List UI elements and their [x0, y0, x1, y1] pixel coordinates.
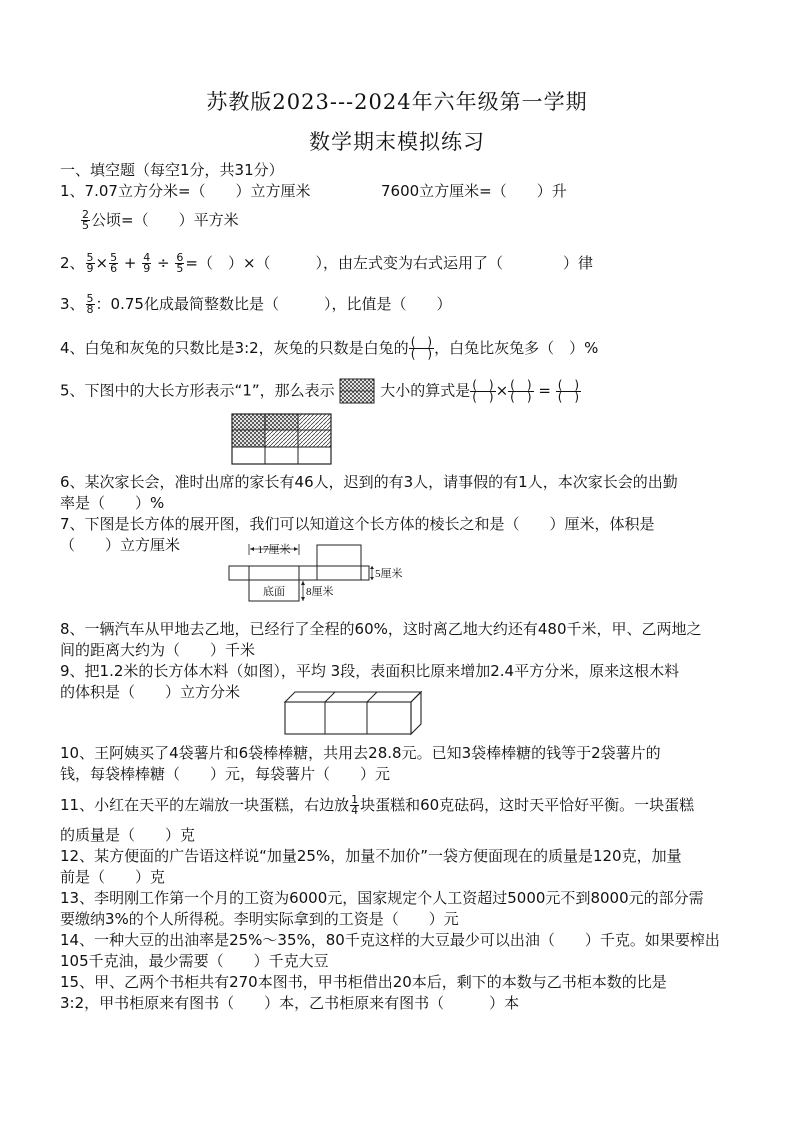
label-5cm: 5厘米 [375, 568, 403, 580]
rectangle-grid-figure [231, 413, 333, 465]
question-13-line1: 13、李明刚工作第一个月的工资为6000元，国家规定个人工资超过5000元不到8000元的部分需 [60, 889, 704, 907]
question-7-line2: （ ）立方厘米 [60, 536, 181, 554]
question-1c: $\frac{2}{5}$ 公顷=（ ）平方米 [82, 208, 239, 232]
hatched-part-icon [339, 378, 375, 404]
question-1b: 7600立方厘米=（ ）升 [381, 182, 567, 200]
question-14-line2: 105千克油，最少需要（ ）千克大豆 [60, 952, 329, 970]
question-3: 3、 $\frac{5}{8}$ ：0.75化成最简整数比是（ ），比值是（ ） [60, 292, 452, 316]
question-8-line2: 间的距离大约为（ ）千米 [60, 641, 256, 659]
fraction: $\frac{2}{5}$ [82, 208, 89, 232]
question-13-line2: 要缴纳3%的个人所得税。李明实际拿到的工资是（ ）元 [60, 910, 459, 928]
question-7-line1: 7、下图是长方体的展开图，我们可以知道这个长方体的棱长之和是（ ）厘米，体积是 [60, 515, 655, 533]
wood-block-figure [283, 689, 423, 737]
section-heading: 一、填空题（每空1分，共31分） [60, 161, 284, 179]
question-12-line1: 12、某方便面的广告语这样说“加量25%，加量不加价”一袋方便面现在的质量是120克，加量 [60, 847, 682, 865]
question-4: 4、白兔和灰兔的只数比是3:2，灰兔的只数是白兔的 ( ) ( ) ，白兔比灰兔多（ ）% [60, 335, 599, 361]
question-2: 2、 $\frac{5}{9}$ × $\frac{5}{6}$ + $\frac{4}{9}$ ÷ $\frac{6}{5}$ =（ ）×（ ），由左式变为右式运用了（ ）律 [60, 251, 594, 275]
question-10-line2: 钱，每袋棒棒糖（ ）元，每袋薯片（ ）元 [60, 765, 391, 783]
question-9-line2: 的体积是（ ）立方分米 [60, 683, 241, 701]
question-5: 5、下图中的大长方形表示“1”，那么表示 大小的算式是 ( ) ( ) × ( ) ( ) = ( ) ( ) [60, 377, 580, 404]
question-9-line1: 9、把1.2米的长方体木料（如图），平均 3段，表面积比原来增加2.4平方分米，原来这根木料 [60, 662, 680, 680]
question-10-line1: 10、王阿姨买了4袋薯片和6袋棒棒糖，共用去28.8元。已知3袋棒棒糖的钱等于2袋薯片的 [60, 744, 661, 762]
label-base: 底面 [263, 586, 285, 598]
question-12-line2: 前是（ ）克 [60, 868, 166, 886]
question-1a: 1、7.07立方分米=（ ）立方厘米 [60, 182, 311, 200]
question-15-line1: 15、甲、乙两个书柜共有270本图书，甲书柜借出20本后，剩下的本数与乙书柜本数的比是 [60, 973, 667, 991]
cuboid-net-figure [226, 541, 416, 603]
question-6-line1: 6、某次家长会，准时出席的家长有46人，迟到的有3人，请事假的有1人，本次家长会的出勤 [60, 473, 678, 491]
label-17cm: 17厘米 [257, 544, 291, 556]
page-subtitle: 数学期末模拟练习 [309, 130, 485, 154]
label-8cm: 8厘米 [306, 586, 334, 598]
page-title: 苏教版2023---2024年六年级第一学期 [206, 90, 588, 114]
question-8-line1: 8、一辆汽车从甲地去乙地，已经行了全程的60%，这时离乙地大约还有480千米，甲、乙两地之 [60, 620, 702, 638]
question-6-line2: 率是（ ）% [60, 494, 165, 512]
question-11-line1: 11、小红在天平的左端放一块蛋糕，右边放 $\frac{1}{4}$ 块蛋糕和60克砝码，这时天平恰好平衡。一块蛋糕 [60, 793, 695, 817]
question-15-line2: 3:2，甲书柜原来有图书（ ）本，乙书柜原来有图书（ ）本 [60, 994, 520, 1012]
question-11-line2: 的质量是（ ）克 [60, 826, 196, 844]
question-14-line1: 14、一种大豆的出油率是25%～35%，80千克这样的大豆最少可以出油（ ）千克。如果要榨出 [60, 931, 720, 949]
